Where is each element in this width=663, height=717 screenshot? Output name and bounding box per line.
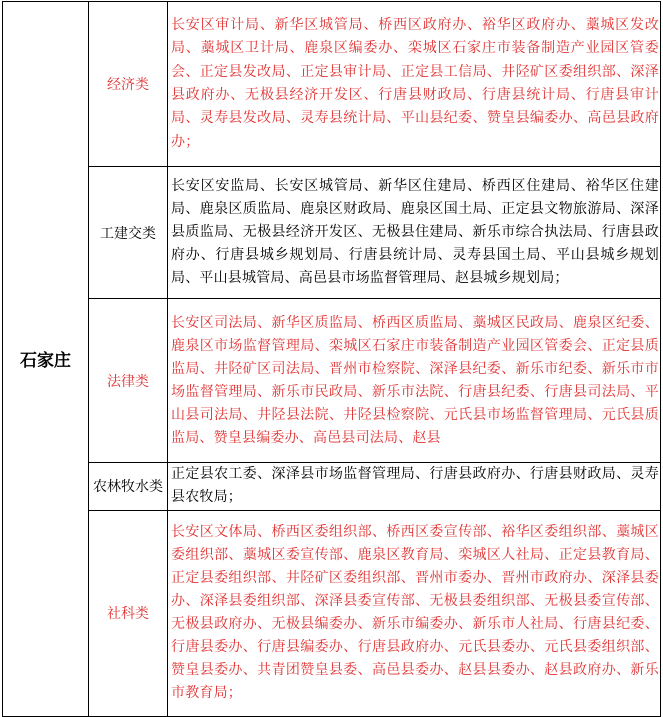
content-cell-social-science: 长安区文体局、桥西区委组织部、桥西区委宣传部、裕华区委组织部、藁城区委组织部、藁城区委宣传部、鹿泉区教育局、栾城区人社局、正定县教育局、正定县委组织部、井陉矿区委组织部、晋州市委办、晋州市政府办、深泽县委办、深泽县委组织部、深泽县委宣传部、无极县委组织部、无极县委宣传部、无极县政府办、无极县编委办、新乐市编委办、新乐市人社局、行唐县纪委、行唐县委办、行唐县编委办、行唐县政府办、元氏县委办、元氏县委组织部、赞皇县委办、共青团赞皇县委、高邑县委办、赵县县委办、赵县政府办、新乐市教育局； xyxy=(168,510,661,716)
table-row-engineering xyxy=(3,167,661,299)
category-cell-engineering: 工建交类 xyxy=(89,167,168,299)
content-cell-engineering: 长安区安监局、长安区城管局、新华区住建局、桥西区住建局、裕华区住建局、鹿泉区质监局、鹿泉区财政局、鹿泉区国土局、正定县文物旅游局、深泽县质监局、无极县经济开发区、无极县住建局、新乐市综合执法局、行唐县政府办、行唐县城乡规划局、行唐县统计局、灵寿县国土局、平山县城乡规划局、平山县城管局、高邑县市场监督管理局、赵县城乡规划局； xyxy=(168,167,661,299)
category-cell-law: 法律类 xyxy=(89,299,168,463)
content-cell-economy: 长安区审计局、新华区城管局、桥西区政府办、裕华区政府办、藁城区发改局、藁城区卫计局、鹿泉区编委办、栾城区石家庄市装备制造产业园区管委会、正定县发改局、正定县审计局、正定县工信局、井陉矿区委组织部、深泽县政府办、无极县经济开发区、行唐县财政局、行唐县统计局、行唐县审计局、灵寿县发改局、灵寿县统计局、平山县纪委、赞皇县编委办、高邑县政府办； xyxy=(168,2,661,167)
table-continuation xyxy=(2,705,661,709)
table-row-agriculture xyxy=(3,463,661,511)
table-row-economy xyxy=(3,2,661,167)
category-cell-agriculture: 农林牧水类 xyxy=(89,463,168,511)
table-row-social-science xyxy=(3,510,661,716)
content-cell-agriculture: 正定县农工委、深泽县市场监督管理局、行唐县政府办、行唐县财政局、灵寿县农牧局； xyxy=(168,463,661,511)
allocation-table xyxy=(2,1,661,717)
region-cell: 石家庄 xyxy=(3,2,89,717)
content-cell-law: 长安区司法局、新华区质监局、桥西区质监局、藁城区民政局、鹿泉区纪委、鹿泉区市场监督管理局、栾城区石家庄市装备制造产业园区管委会、正定县质监局、井陉矿区司法局、晋州市检察院、深泽县纪委、新乐市纪委、新乐市市场监督管理局、新乐市民政局、新乐市法院、行唐县纪委、行唐县司法局、平山县司法局、井陉县法院、井陉县检察院、元氏县市场监督管理局、元氏县质监局、赞皇县编委办、高邑县司法局、赵县 xyxy=(168,299,661,463)
category-cell-economy: 经济类 xyxy=(89,2,168,167)
category-cell-social-science: 社科类 xyxy=(89,510,168,716)
table-row-law xyxy=(3,299,661,463)
